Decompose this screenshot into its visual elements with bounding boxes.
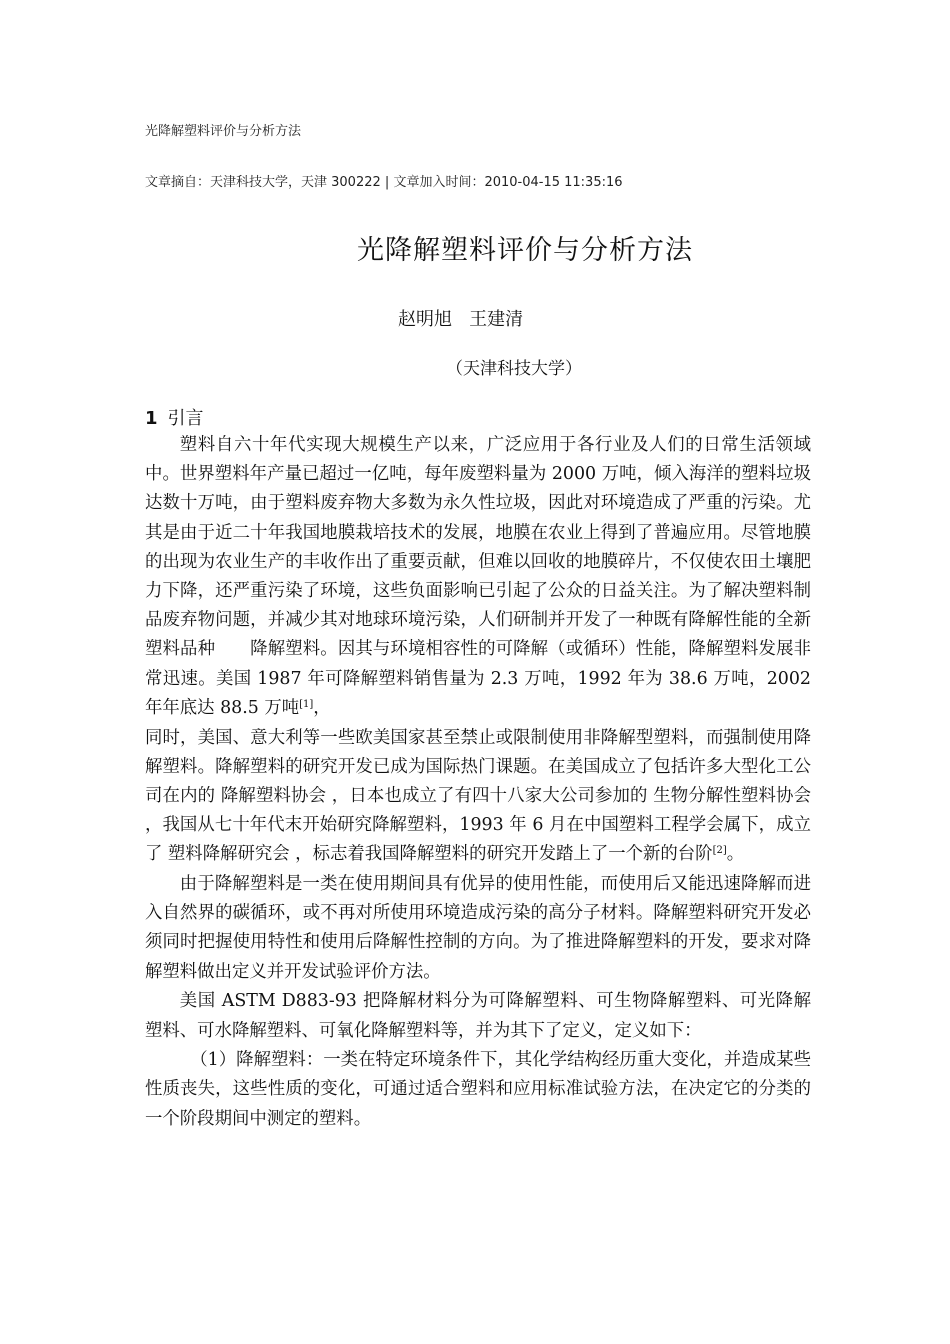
postcode: 300222 [331,175,381,190]
article-body [145,431,811,1134]
reference-1-tail: ， [313,697,331,718]
reference-1: [1] [299,698,314,710]
paragraph-continuation [145,724,811,870]
added-label: 文章加入时间： [393,175,485,190]
section-heading [145,404,204,430]
paragraph-definition-1: （1）降解塑料：一类在特定环境条件下，其化学结构经历重大变化，并造成某些性质丧失，这些性质的变化，可通过适合塑料和应用标准试验方法，在决定它的分类的一个阶段期间中测定的塑料。 [145,1050,811,1129]
paragraph-definition-intro: 由于降解塑料是一类在使用期间具有优异的使用性能，而使用后又能迅速降解而进入自然界的碳循环，或不再对所使用环境造成污染的高分子材料。降解塑料研究开发必须同时把握使用特性和使用后降解性控制的方向。为了推进降解塑料的开发，要求对降解塑料做出定义并开发试验评价方法。 [145,874,811,982]
reference-2: [2] [712,845,727,857]
section-title: 引言 [167,408,204,429]
source-label: 文章摘自：天津科技大学，天津 [145,175,332,190]
reference-2-tail: 。 [726,844,745,865]
paragraph-intro [145,431,811,723]
separator: | [380,175,394,190]
added-time: 2010-04-15 11:35:16 [484,175,623,190]
authors: 赵明旭 王建清 [398,309,524,330]
article-title: 光降解塑料评价与分析方法 [357,235,693,266]
paragraph-1-text: 塑料自六十年代实现大规模生产以来，广泛应用于各行业及人们的日常生活领域中。世界塑料年产量已超过一亿吨，每年废塑料量为 2000 万吨，倾入海洋的塑料垃圾达数十万吨，由于塑料废弃物大多数为永久性垃圾，因此对环境造成了严重的污染。尤其是由于近二十年我国地膜栽培技术的发展，地膜在农业上得到了普遍应用。尽管地膜的出现为农业生产的丰收作出了重要贡献，但难以回收的地膜碎片，不仅使农田土壤肥力下降，还严重污染了环境，这些负面影响已引起了公众的日益关注。为了解决塑料制品废弃物问题，并减少其对地球环境污染，人们研制并开发了一种既有降解性能的全新塑料品种 降解塑料。因其与环境相容性的可降解（或循环）性能，降解塑料发展非常迅速。美国 1987 年可降解塑料销售量为 2.3 万吨，1992 年为 38.6 万吨，2002 年年底达 88.5 万吨 [145,435,811,718]
paragraph-astm: 美国 ASTM D883-93 把降解材料分为可降解塑料、可生物降解塑料、可光降解塑料、可水降解塑料、可氧化降解塑料等，并为其下了定义，定义如下： [145,991,811,1041]
section-number: 1 [145,408,158,429]
paragraph-2-text: 同时，美国、意大利等一些欧美国家甚至禁止或限制使用非降解型塑料，而强制使用降解塑料。降解塑料的研究开发已成为国际热门课题。在美国成立了包括许多大型化工公司在内的 降解塑料协会 ，日本也成立了有四十八家大公司参加的 生物分解性塑料协会 ，我国从七十年代末开始研究降解塑料，1993 年 6 月在中国塑料工程学会属下，成立了 塑料降解研究会 ，标志着我国降解塑料的研究开发踏上了一个新的台阶 [145,727,811,865]
running-title: 光降解塑料评价与分析方法 [145,124,302,139]
affiliation: （天津科技大学） [446,359,582,379]
source-info [145,171,623,190]
